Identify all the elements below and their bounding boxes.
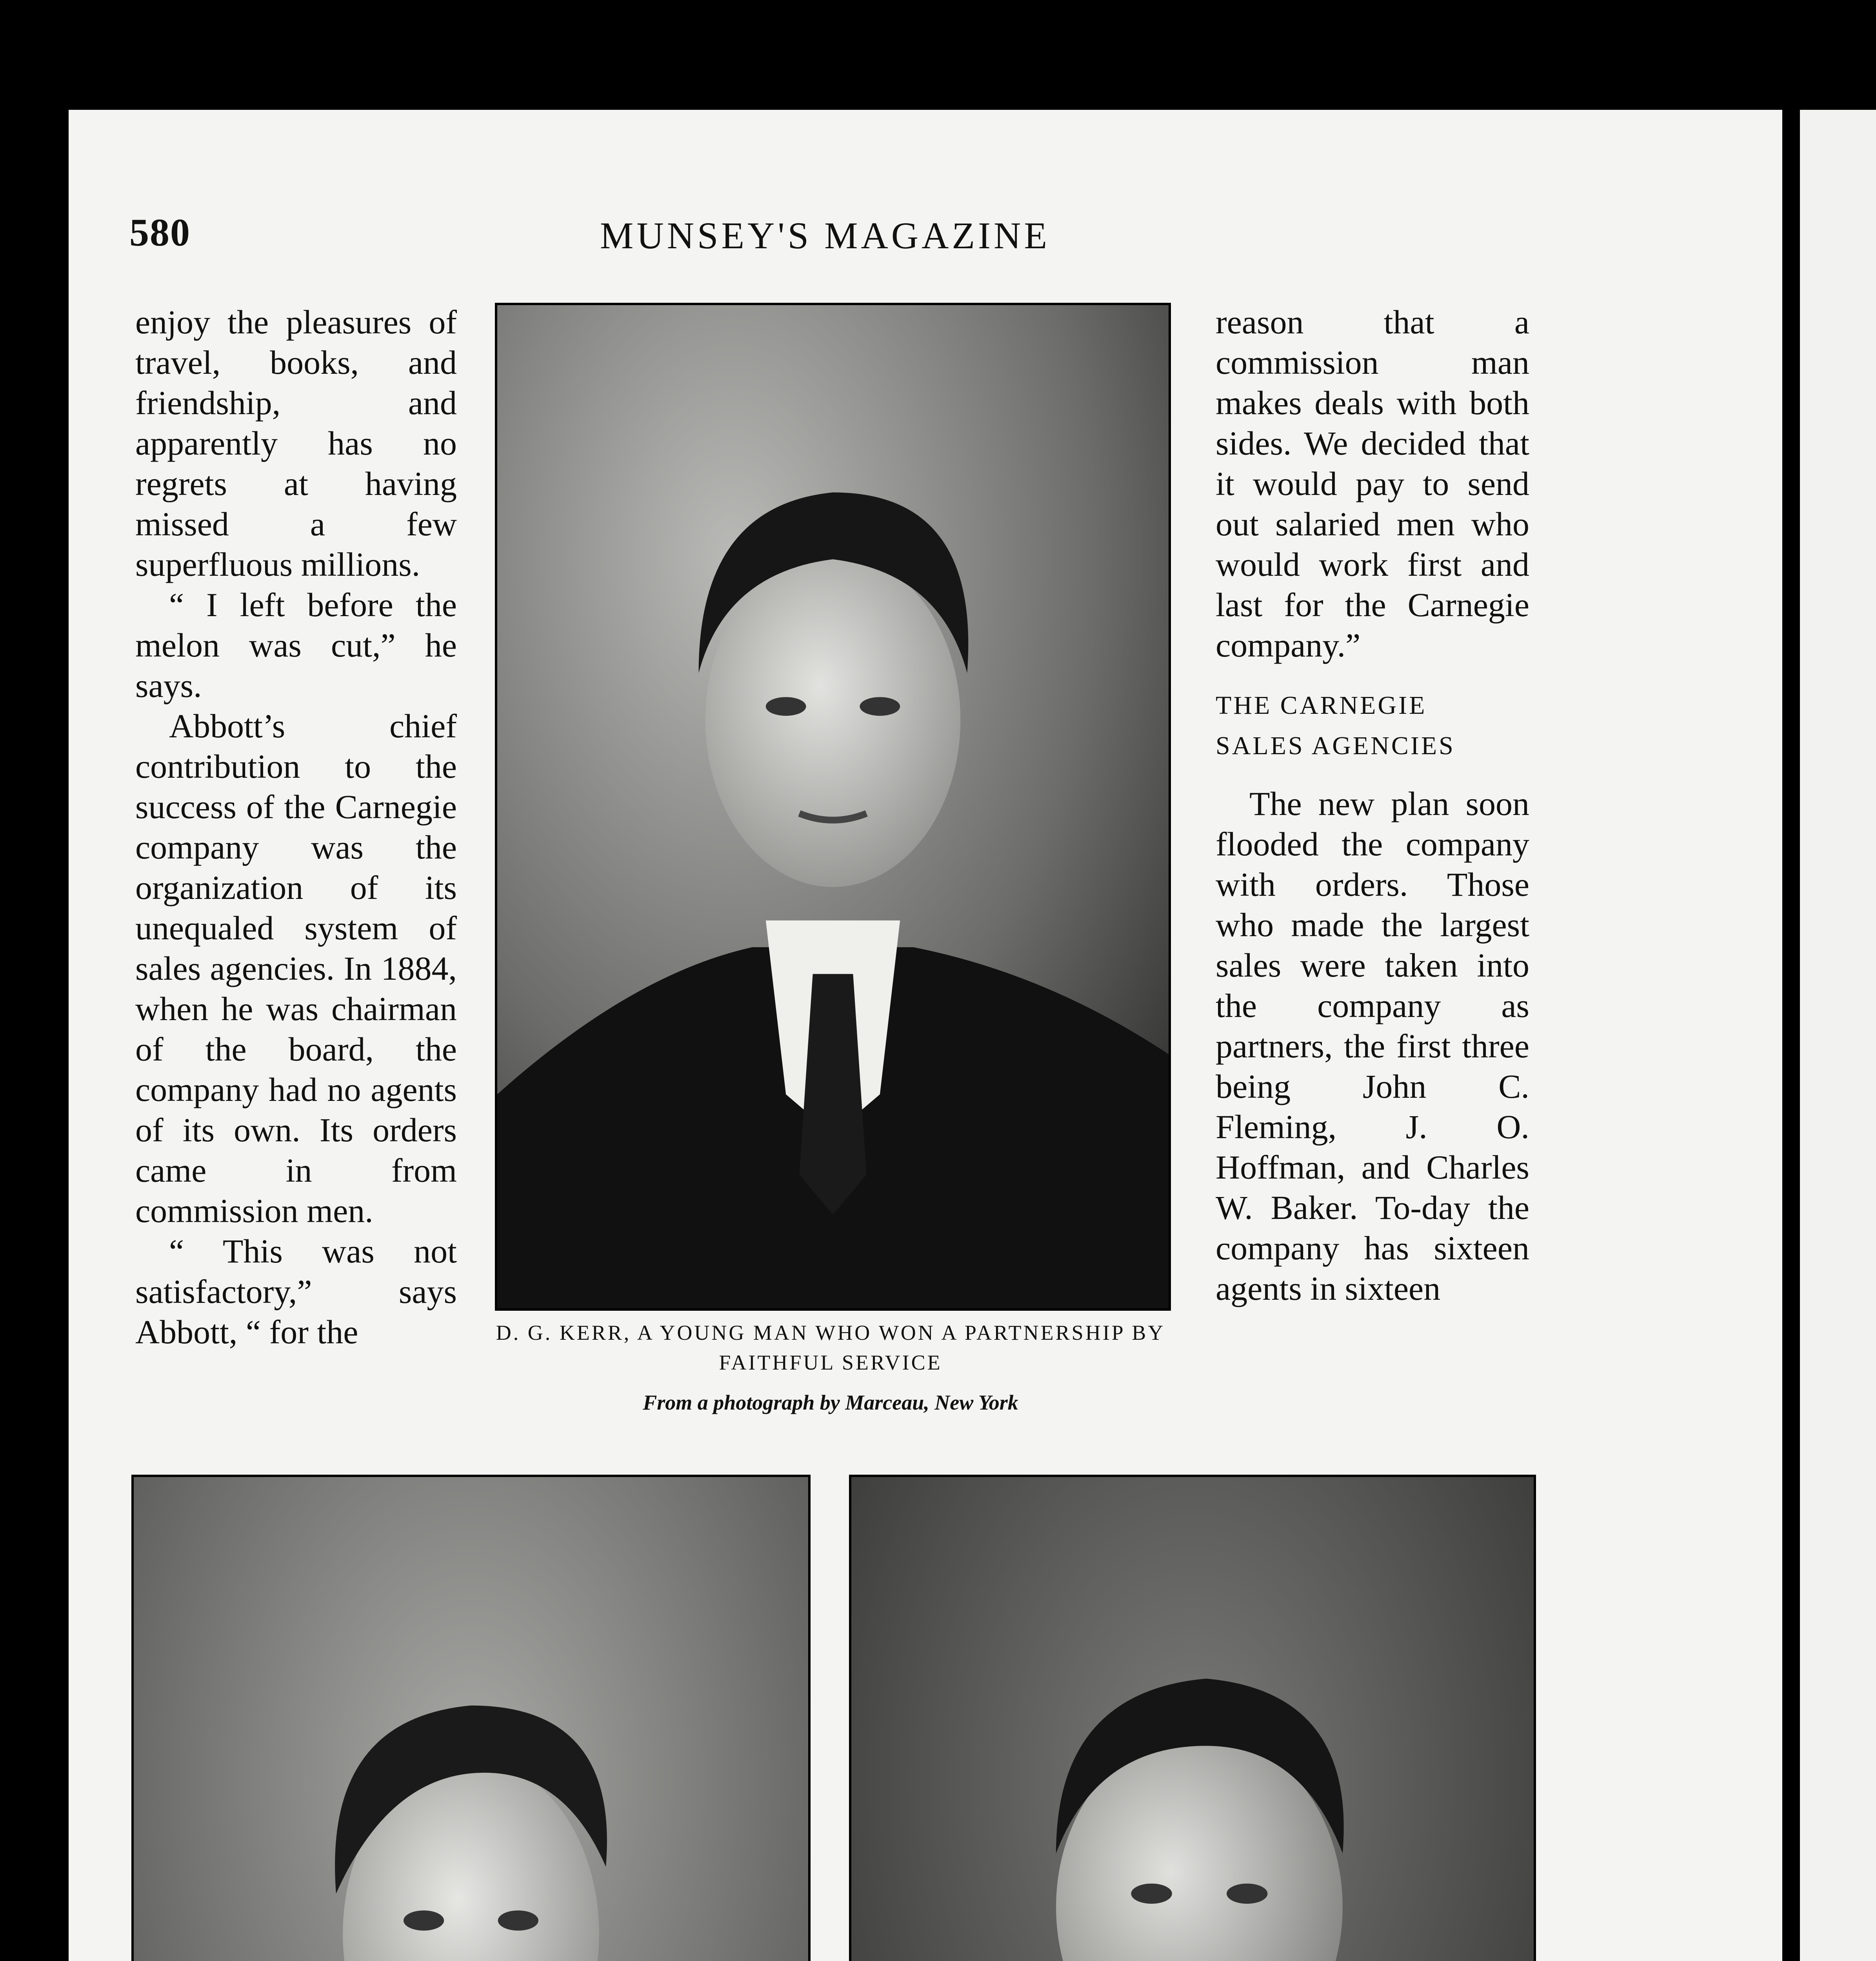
left-paragraph: Abbott’s chief contribution to the success of the Carnegie company was the organization of its unequaled system of sales agencies. In 1884, when he was chairman of the board, the company had no agents of its own. Its orders came in from commission men. (135, 707, 457, 1230)
running-title: MUNSEY'S MAGAZINE (600, 215, 1050, 256)
right-text-column (1216, 302, 1529, 1309)
photo-caption: D. G. KERR, A YOUNG MAN WHO WON A PARTNERSHIP BY FAITHFUL SERVICE (496, 1321, 1165, 1374)
left-text-column (135, 302, 457, 1352)
left-paragraph: “ This was not satisfactory,” says Abbott, “ for the (135, 1232, 457, 1351)
left-paragraph: “ I left before the melon was cut,” he says. (135, 586, 457, 704)
photo-credit: From a photograph by Marceau, New York (643, 1391, 1018, 1414)
section-heading-line: THE CARNEGIE (1216, 691, 1427, 720)
section-heading (1216, 685, 1529, 766)
adjacent-page-edge (1800, 110, 1876, 1961)
right-paragraph: The new plan soon flooded the company with orders. Those who made the largest sales were taken into the company as partners, the first three being John C. Fleming, J. O. Hoffman, and Charles W. Baker. To-day the company has sixteen agents in sixteen (1216, 785, 1529, 1307)
right-paragraph: reason that a commission man makes deals with both sides. We decided that it would pay to send out salaried men who would work first and last for the Carnegie company.” (1216, 303, 1529, 664)
left-paragraph: enjoy the pleasures of travel, books, and friendship, and apparently has no regrets at having missed a few superfluous millions. (135, 303, 457, 583)
portrait-blackburn (131, 1475, 811, 1961)
portrait-lindsay (849, 1475, 1536, 1961)
page-number: 580 (129, 211, 191, 254)
section-heading-line: SALES AGENCIES (1216, 731, 1455, 760)
portrait-kerr (495, 303, 1171, 1311)
